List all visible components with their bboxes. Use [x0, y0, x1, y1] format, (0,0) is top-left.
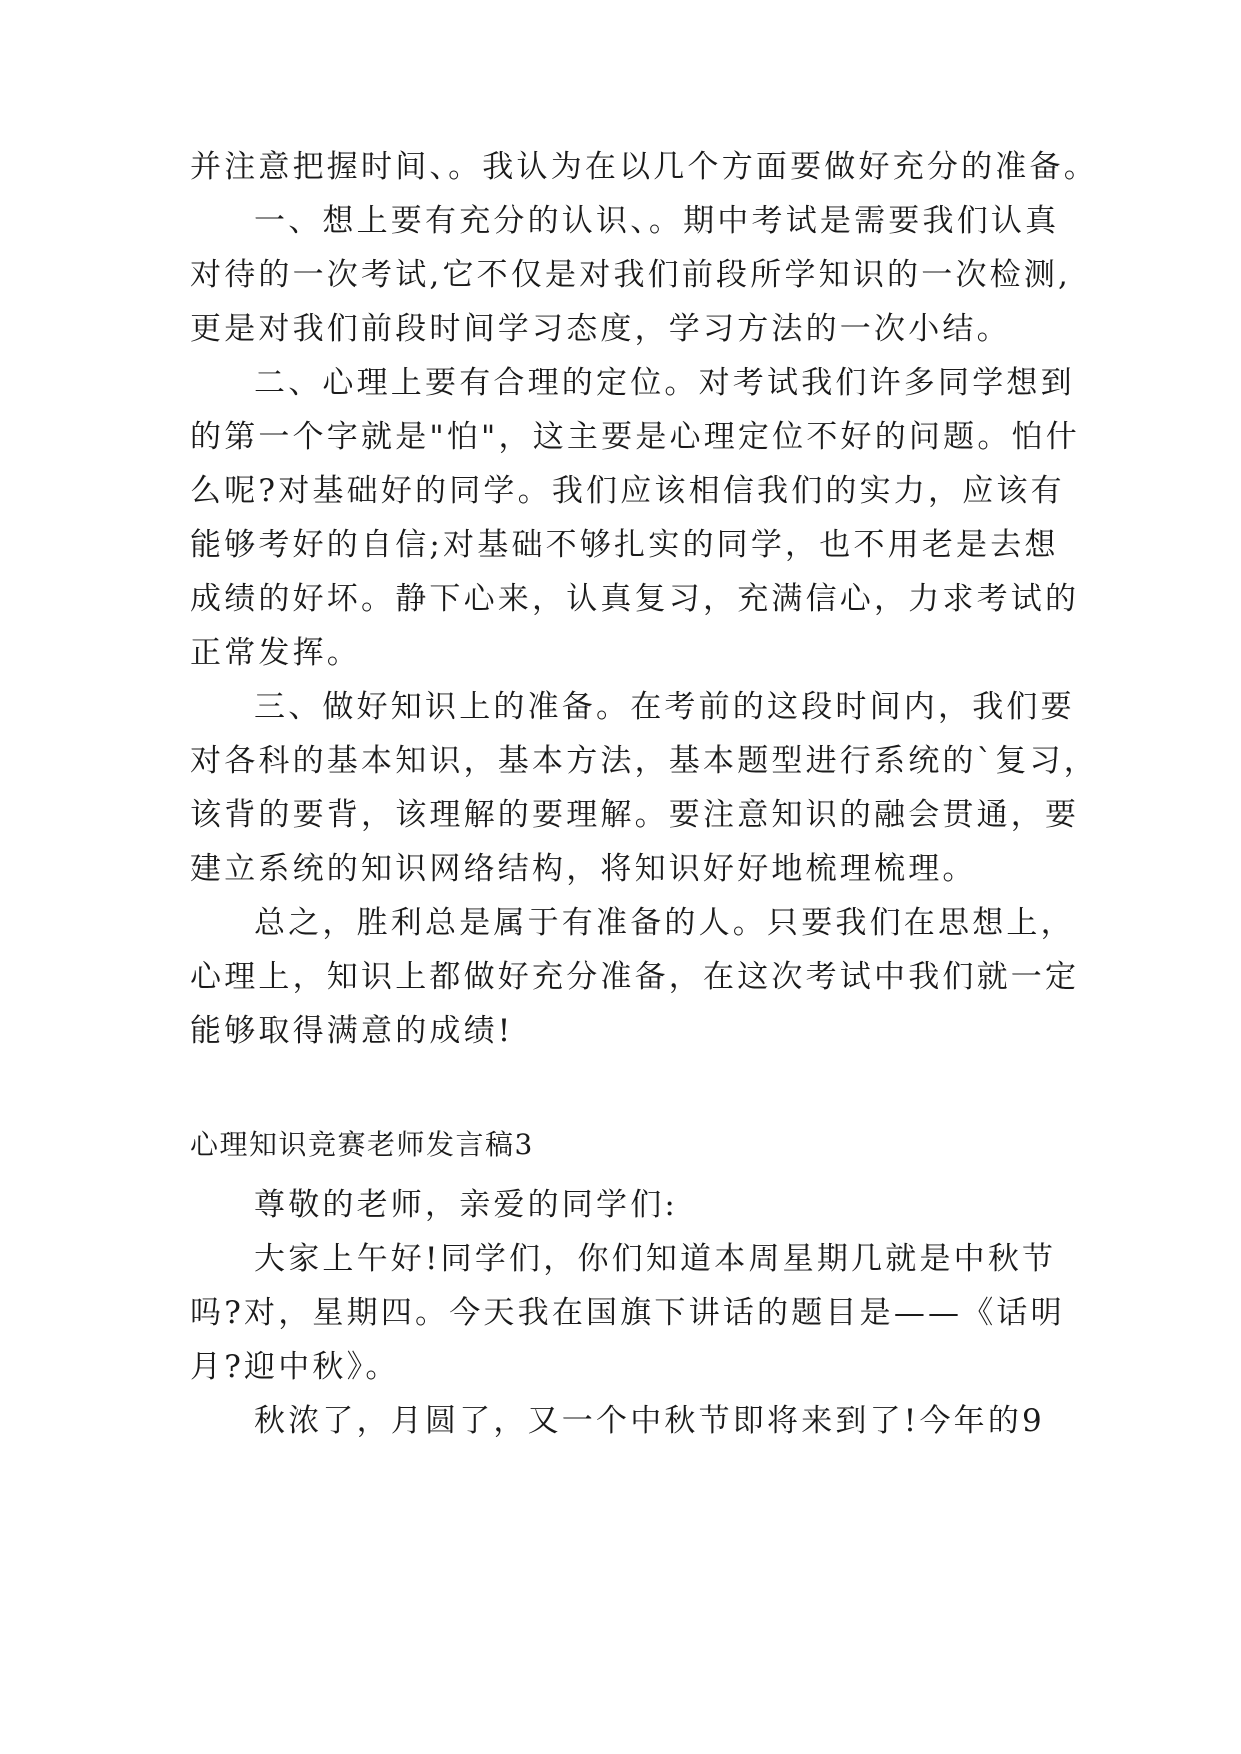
text-line: 正常发挥。 [190, 635, 361, 671]
text-line: 能够考好的自信;对基础不够扎实的同学，也不用老是去想 [190, 527, 1059, 563]
text-line: 更是对我们前段时间学习态度，学习方法的一次小结。 [190, 311, 1011, 347]
text-line: 一、想上要有充分的认识、。期中考试是需要我们认真 [254, 203, 1060, 239]
text-line: 月?迎中秋》。 [190, 1349, 400, 1385]
text-line: 该背的要背，该理解的要理解。要注意知识的融会贯通，要 [190, 797, 1080, 833]
text-line: 建立系统的知识网络结构，将知识好好地梳理梳理。 [190, 851, 977, 887]
text-line: 大家上午好!同学们，你们知道本周星期几就是中秋节 [254, 1241, 1057, 1277]
text-line: 心理上，知识上都做好充分准备，在这次考试中我们就一定 [190, 959, 1080, 995]
text-line: 吗?对，星期四。今天我在国旗下讲话的题目是——《话明 [190, 1295, 1065, 1331]
section-title: 心理知识竞赛老师发言稿3 [190, 1128, 534, 1161]
text-line: 对各科的基本知识，基本方法，基本题型进行系统的`复习， [190, 743, 1098, 779]
text-line: 三、做好知识上的准备。在考前的这段时间内，我们要 [254, 689, 1075, 725]
text-line: 并注意把握时间、。我认为在以几个方面要做好充分的准备。 [190, 149, 1098, 185]
text-line: 的第一个字就是"怕"，这主要是心理定位不好的问题。怕什 [190, 419, 1080, 455]
text-line: 能够取得满意的成绩! [190, 1013, 514, 1049]
text-line: 成绩的好坏。静下心来，认真复习，充满信心，力求考试的 [190, 581, 1080, 617]
text-line: 对待的一次考试,它不仅是对我们前段所学知识的一次检测, [190, 257, 1072, 293]
document-page [190, 0, 1098, 1754]
text-line: 总之，胜利总是属于有准备的人。只要我们在思想上， [254, 905, 1075, 941]
text-line: 么呢?对基础好的同学。我们应该相信我们的实力，应该有 [190, 473, 1065, 509]
text-line: 二、心理上要有合理的定位。对考试我们许多同学想到 [254, 365, 1075, 401]
text-line: 尊敬的老师，亲爱的同学们: [254, 1187, 679, 1223]
text-line: 秋浓了，月圆了，又一个中秋节即将来到了!今年的9 [254, 1403, 1045, 1439]
